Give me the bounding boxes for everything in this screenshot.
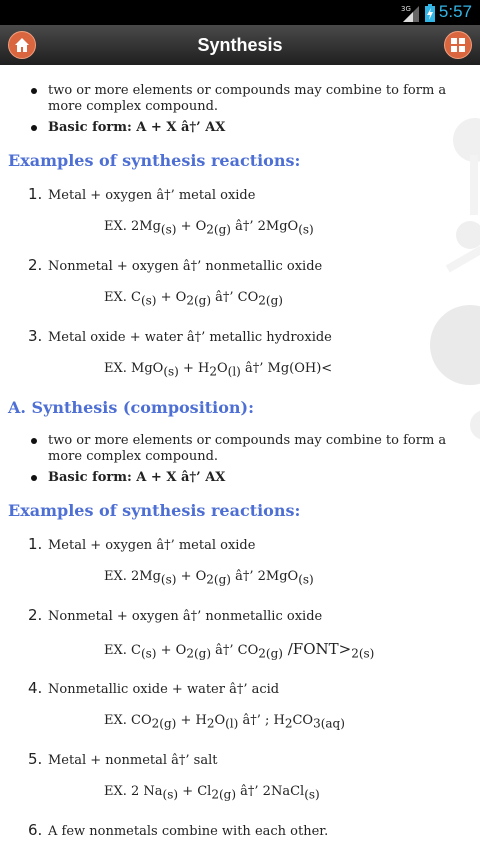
- page-title: Synthesis: [197, 35, 283, 55]
- example-equation-a4: EX. $CO_{2(g)} + H_2O_{(l)}$ â†’ ; $H_2CO_{3(aq)}$: [104, 713, 345, 731]
- svg-text:3G: 3G: [401, 5, 411, 13]
- item-text: Nonmetal + oxygen â†’ nonmetallic oxide: [48, 259, 323, 274]
- item-number: 2.: [28, 606, 43, 624]
- molecule-decoration-icon: [430, 115, 480, 455]
- item-number: 4.: [28, 679, 43, 697]
- example-equation-2: EX. $C_{(s)} + O_{2(g)}$ â†’ $CO_{2(g)}$: [104, 290, 283, 308]
- item-number: 1.: [28, 535, 43, 553]
- item-number: 5.: [28, 750, 43, 768]
- example-item-a4: [28, 679, 279, 697]
- item-text: Metal + oxygen â†’ metal oxide: [48, 538, 256, 553]
- example-equation-3: EX. $MgO_{(s)} + H_2O_{(l)}$ â†’ Mg(OH)<: [104, 361, 333, 379]
- item-number: 3.: [28, 327, 43, 345]
- example-item-2: [28, 256, 322, 274]
- example-equation-a5: EX. 2 $Na_{(s)} + Cl_{2(g)}$ â†’ 2NaCl$_{(s)}$: [104, 784, 320, 802]
- example-item-1: [28, 185, 255, 203]
- item-number: 6.: [28, 821, 43, 839]
- item-number: 1.: [28, 185, 43, 203]
- signal-3g-icon: [401, 4, 419, 22]
- item-text: Nonmetallic oxide + water â†’ acid: [48, 682, 280, 697]
- example-equation-1: EX. $2Mg_{(s)} + O_{2(g)}$ â†’ 2MgO$_{(s)}$: [104, 219, 314, 237]
- section-a-heading: A. Synthesis (composition):: [8, 398, 255, 417]
- menu-grid-button[interactable]: [444, 31, 472, 59]
- item-text: Nonmetal + oxygen â†’ nonmetallic oxide: [48, 609, 323, 624]
- bullet-definition: two or more elements or compounds may combine to form a more complex compound.: [28, 433, 474, 465]
- item-number: 2.: [28, 256, 43, 274]
- example-equation-a2: EX. $C_{(s)} + O_{2(g)}$ â†’ $CO_{2(g)}$ $/FONT>_{2(s)}$: [104, 640, 375, 661]
- bullet-definition: two or more elements or compounds may combine to form a more complex compound.: [28, 83, 474, 115]
- intro-bullet-list: [28, 83, 474, 141]
- battery-charging-icon: [424, 4, 436, 22]
- status-time: 5:57: [438, 2, 472, 21]
- bullet-basic-form: Basic form: A + X â†’ AX: [28, 120, 474, 136]
- section-a-bullet-list: [28, 433, 474, 491]
- grid-icon: [450, 37, 466, 53]
- item-text: Metal + nonmetal â†’ salt: [48, 753, 218, 768]
- content-area[interactable]: [0, 65, 480, 854]
- example-item-a1: [28, 535, 255, 553]
- examples-heading: Examples of synthesis reactions:: [8, 151, 301, 170]
- examples-heading-2: Examples of synthesis reactions:: [8, 501, 301, 520]
- bullet-basic-form: Basic form: A + X â†’ AX: [28, 470, 474, 486]
- example-equation-a1: EX. $2Mg_{(s)} + O_{2(g)}$ â†’ 2MgO$_{(s)}$: [104, 569, 314, 587]
- status-bar: [0, 0, 480, 25]
- example-item-a6: [28, 821, 328, 839]
- example-item-a5: [28, 750, 217, 768]
- item-text: Metal oxide + water â†’ metallic hydroxide: [48, 330, 332, 345]
- example-item-a2: [28, 606, 322, 624]
- item-text: A few nonmetals combine with each other.: [48, 824, 329, 839]
- app-toolbar: [0, 25, 480, 65]
- item-text: Metal + oxygen â†’ metal oxide: [48, 188, 256, 203]
- example-item-3: [28, 327, 332, 345]
